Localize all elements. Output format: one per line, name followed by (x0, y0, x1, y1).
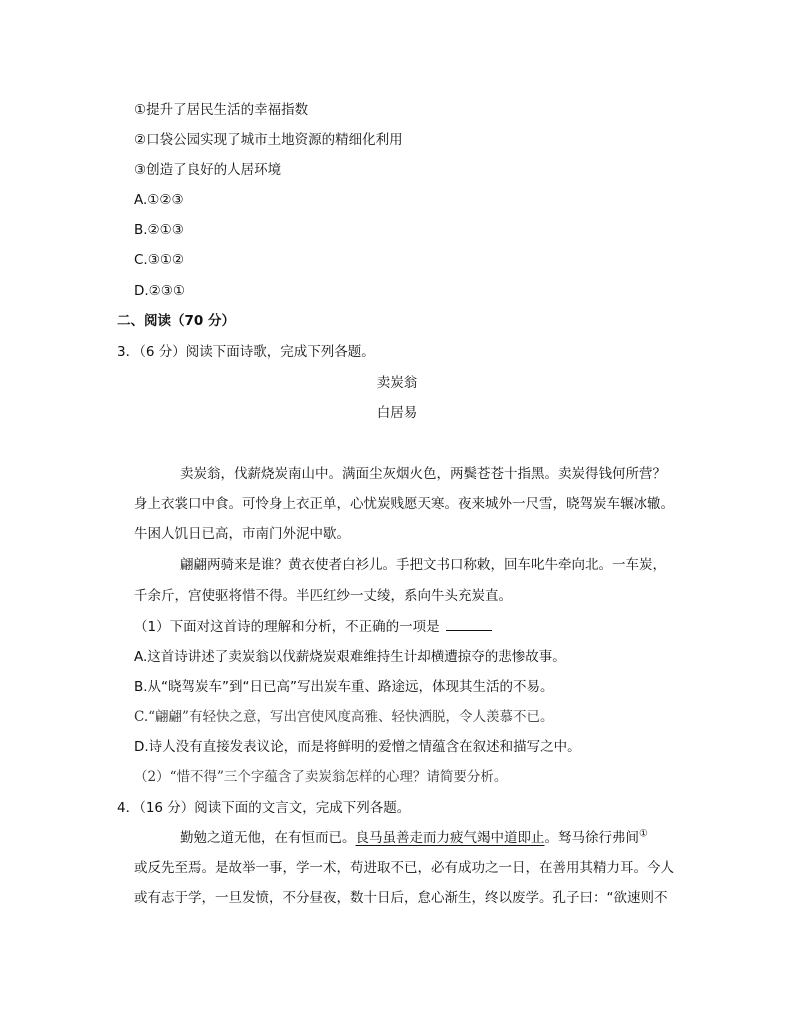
q3-sub2: （2）“惜不得”三个字蕴含了卖炭翁怎样的心理？请简要分析。 (134, 769, 508, 785)
passage-line: 或有志于学，一旦发愤，不分昼夜，数十日后，怠心渐生，终以废学。孔子曰：“欲速则不 (134, 890, 668, 906)
passage-text: 勤勉之道无他，在有恒而已。 (180, 830, 356, 846)
q3-sub1 (134, 618, 492, 636)
q3-intro: 3．（6 分）阅读下面诗歌，完成下列各题。 (117, 344, 375, 360)
poem-line: 身上衣裳口中食。可怜身上衣正单，心忧炭贱愿天寒。夜来城外一尺雪，晓驾炭车辗冰辙。 (134, 496, 674, 512)
poem-line: 千余斤，宫使驱将惜不得。半匹红纱一丈绫，系向牛头充炭直。 (134, 588, 512, 604)
poem-line: 牛困人饥日已高，市南门外泥中歇。 (134, 526, 350, 542)
poem-author: 白居易 (376, 405, 418, 421)
poem-line: 翩翩两骑来是谁？黄衣使者白衫儿。手把文书口称敕，回车叱牛牵向北。一车炭， (180, 557, 666, 573)
sub1-option-b: B.从“晓驾炭车”到“日已高”写出炭车重、路途远，体现其生活的不易。 (134, 679, 554, 695)
statement-2: ②口袋公园实现了城市土地资源的精细化利用 (134, 132, 403, 148)
footnote-marker[interactable]: ① (639, 828, 648, 840)
q3-sub1-text: （1）下面对这首诗的理解和分析，不正确的一项是 (134, 619, 440, 635)
sub1-option-a: A.这首诗讲述了卖炭翁以伐薪烧炭艰难维持生计却横遭掠夺的悲惨故事。 (134, 649, 566, 665)
poem-line: 卖炭翁，伐薪烧炭南山中。满面尘灰烟火色，两鬓苍苍十指黑。卖炭得钱何所营？ (180, 466, 666, 482)
section-title: 二、阅读（70 分） (117, 313, 235, 329)
q4-intro: 4．（16 分）阅读下面的文言文，完成下列各题。 (117, 800, 411, 816)
underlined-sentence: 良马虽善走而力疲气竭中道即止 (355, 830, 545, 846)
poem-title: 卖炭翁 (376, 375, 418, 391)
statement-3: ③创造了良好的人居环境 (134, 162, 282, 178)
passage-line: 或反先至焉。是故举一事，学一术，苟进取不已，必有成功之一日，在善用其精力耳。今人 (134, 860, 674, 876)
statement-1: ①提升了居民生活的幸福指数 (134, 102, 309, 118)
option-b: B.②①③ (134, 222, 184, 238)
passage-line (180, 829, 648, 847)
sub1-option-d: D.诗人没有直接发表议论，而是将鲜明的爱憎之情蕴含在叙述和描写之中。 (134, 739, 581, 755)
option-c: C.③①② (134, 252, 185, 268)
passage-text: 。驽马徐行弗间 (544, 830, 639, 846)
sub1-option-c: C.“翩翩”有轻快之意，写出宫使风度高雅、轻快洒脱，令人羡慕不已。 (134, 709, 554, 725)
option-d: D.②③① (134, 283, 185, 299)
option-a: A.①②③ (134, 192, 184, 208)
answer-blank[interactable] (446, 618, 492, 631)
